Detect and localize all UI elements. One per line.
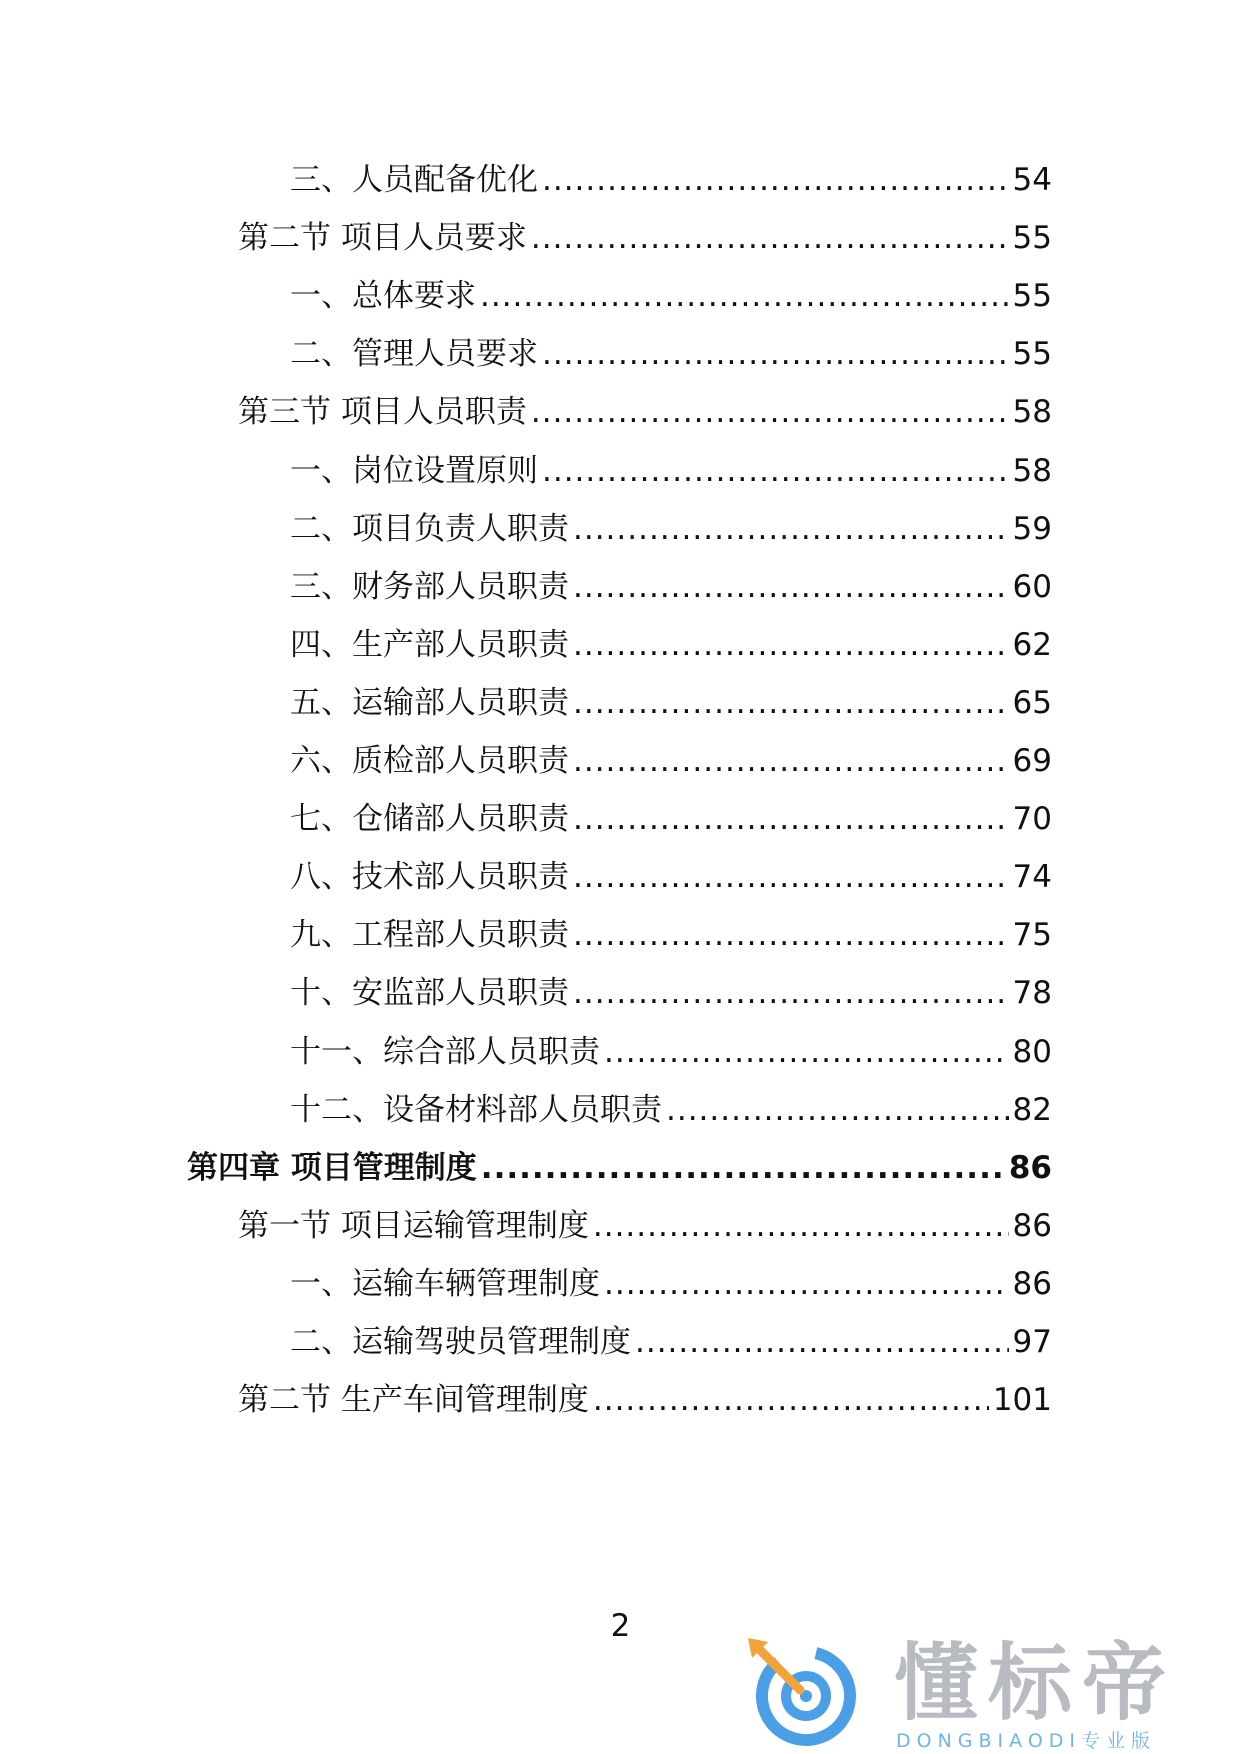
- toc-entry[interactable]: [290, 1322, 1052, 1362]
- toc-dot-leader: [573, 915, 1009, 955]
- toc-entry[interactable]: [290, 799, 1052, 839]
- toc-entry[interactable]: [238, 1206, 1052, 1246]
- toc-entry-page: 70: [1012, 801, 1052, 838]
- toc-dot-leader: [593, 1206, 1009, 1246]
- toc-entry-page: 75: [1012, 917, 1052, 954]
- toc-entry-title: 第四章 项目管理制度: [187, 1149, 477, 1186]
- toc-entry-page: 55: [1012, 220, 1052, 257]
- toc-dot-leader: [573, 973, 1009, 1013]
- toc-entry-page: 62: [1012, 626, 1052, 663]
- toc-dot-leader: [573, 799, 1009, 839]
- toc-entry-title: 八、技术部人员职责: [290, 859, 569, 896]
- toc-entry[interactable]: [290, 1090, 1052, 1130]
- toc-dot-leader: [573, 683, 1009, 723]
- toc-dot-leader: [531, 218, 1009, 258]
- toc-entry-title: 一、运输车辆管理制度: [290, 1265, 600, 1302]
- toc-dot-leader: [542, 334, 1009, 374]
- toc-entry-title: 第三节 项目人员职责: [238, 394, 527, 431]
- toc-entry-title: 第二节 生产车间管理制度: [238, 1382, 589, 1419]
- toc-entry[interactable]: [290, 334, 1052, 374]
- toc-dot-leader: [481, 1148, 1005, 1188]
- toc-entry-page: 58: [1012, 452, 1052, 489]
- toc-entry-title: 六、质检部人员职责: [290, 743, 569, 779]
- watermark-brand: 懂标帝: [894, 1634, 1177, 1732]
- toc-dot-leader: [542, 451, 1009, 491]
- toc-entry-title: 十二、设备材料部人员职责: [290, 1091, 662, 1128]
- toc-entry[interactable]: [187, 1148, 1052, 1188]
- toc-entry-page: 97: [1012, 1324, 1052, 1360]
- toc-entry-page: 86: [1012, 1265, 1052, 1302]
- watermark: [744, 1634, 1224, 1752]
- toc-dot-leader: [531, 392, 1009, 432]
- toc-entry-title: 二、项目负责人职责: [290, 510, 569, 547]
- toc-entry-title: 十一、综合部人员职责: [290, 1033, 600, 1070]
- toc-entry-page: 55: [1012, 336, 1052, 373]
- toc-entry-page: 82: [1012, 1091, 1052, 1128]
- toc-dot-leader: [604, 1264, 1009, 1304]
- toc-entry[interactable]: [290, 683, 1052, 723]
- toc-entry-title: 二、运输驾驶员管理制度: [290, 1324, 631, 1360]
- toc-entry[interactable]: [290, 857, 1052, 897]
- toc-entry[interactable]: [290, 451, 1052, 491]
- toc-entry-page: 65: [1012, 684, 1052, 721]
- toc-entry-page: 59: [1012, 510, 1052, 547]
- toc-entry[interactable]: [290, 1264, 1052, 1304]
- toc-entry-page: 86: [1012, 1207, 1052, 1244]
- toc-entry[interactable]: [290, 915, 1052, 955]
- toc-dot-leader: [666, 1090, 1009, 1130]
- toc-entry-page: 58: [1012, 394, 1052, 431]
- toc-entry-page: 74: [1012, 859, 1052, 896]
- toc-dot-leader: [635, 1322, 1009, 1362]
- toc-dot-leader: [573, 509, 1009, 549]
- toc-dot-leader: [573, 741, 1009, 781]
- toc-entry[interactable]: [238, 218, 1052, 258]
- toc-dot-leader: [542, 160, 1009, 200]
- toc-entry-title: 四、生产部人员职责: [290, 626, 569, 663]
- toc-entry-title: 三、财务部人员职责: [290, 568, 569, 605]
- toc-entry-title: 第二节 项目人员要求: [238, 220, 527, 257]
- toc-entry[interactable]: [290, 276, 1052, 316]
- toc-entry-page: 86: [1008, 1149, 1052, 1186]
- toc-entry-page: 78: [1012, 975, 1052, 1012]
- toc-entry-page: 55: [1012, 278, 1052, 315]
- toc-entry[interactable]: [290, 567, 1052, 607]
- toc-entry-title: 五、运输部人员职责: [290, 684, 569, 721]
- toc-dot-leader: [573, 625, 1009, 665]
- toc-entry[interactable]: [290, 509, 1052, 549]
- toc-entry[interactable]: [290, 625, 1052, 665]
- toc-entry[interactable]: [290, 741, 1052, 781]
- toc-dot-leader: [480, 276, 1009, 316]
- toc-entry[interactable]: [238, 1380, 1052, 1420]
- toc-entry-page: 60: [1012, 568, 1052, 605]
- toc-entry[interactable]: [290, 973, 1052, 1013]
- toc-entry-page: 54: [1012, 162, 1052, 198]
- toc-entry-title: 三、人员配备优化: [290, 162, 538, 198]
- toc-entry-title: 第一节 项目运输管理制度: [238, 1207, 589, 1244]
- watermark-subtitle: DONGBIAODI专业版: [896, 1730, 1157, 1752]
- target-logo-icon: [744, 1638, 862, 1748]
- toc-entry-title: 一、总体要求: [290, 278, 476, 315]
- toc-entry-title: 九、工程部人员职责: [290, 917, 569, 954]
- toc-dot-leader: [573, 567, 1009, 607]
- toc-dot-leader: [604, 1032, 1009, 1072]
- toc-entry-page: 101: [992, 1382, 1052, 1419]
- toc-entry-title: 一、岗位设置原则: [290, 452, 538, 489]
- toc-entry[interactable]: [290, 1032, 1052, 1072]
- page-number: 2: [610, 1608, 631, 1644]
- toc-entry-title: 七、仓储部人员职责: [290, 801, 569, 838]
- toc-entry-title: 二、管理人员要求: [290, 336, 538, 373]
- toc-entry-page: 80: [1012, 1033, 1052, 1070]
- toc-dot-leader: [593, 1380, 989, 1420]
- toc-entry-title: 十、安监部人员职责: [290, 975, 569, 1012]
- toc-dot-leader: [573, 857, 1009, 897]
- toc-entry-page: 69: [1012, 743, 1052, 779]
- toc-entry[interactable]: [290, 160, 1052, 200]
- toc-entry[interactable]: [238, 392, 1052, 432]
